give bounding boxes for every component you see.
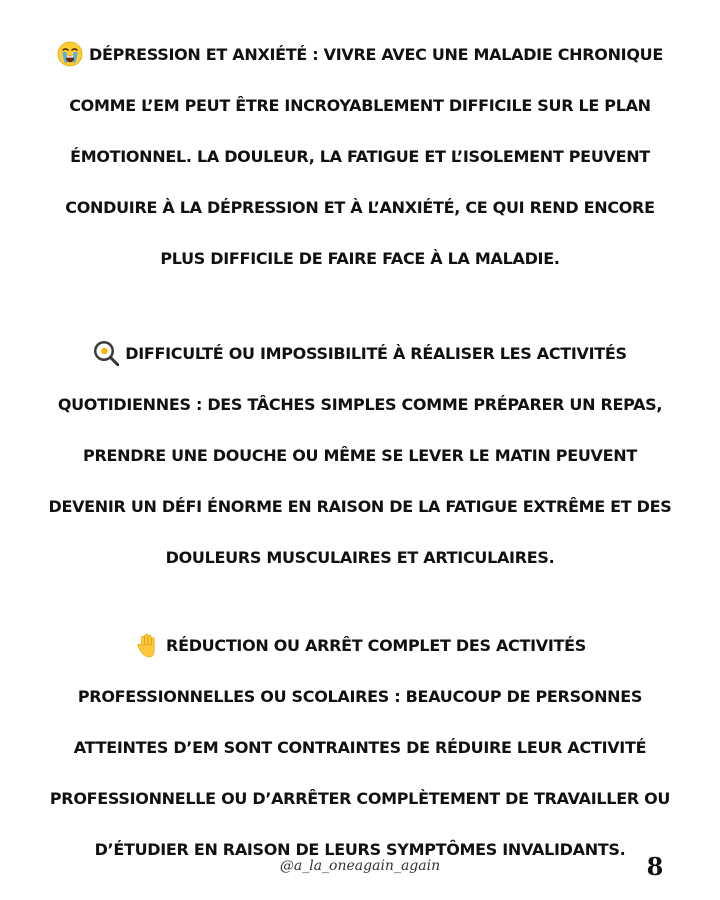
text-line bbox=[12, 328, 708, 379]
frying-pan-egg-icon bbox=[93, 340, 119, 366]
line-4: PROFESSIONNELLE OU D’ARRÊTER COMPLÈTEMENT DE TRAVAILLER OU bbox=[49, 789, 671, 808]
line-5: DOULEURS MUSCULAIRES ET ARTICULAIRES. bbox=[165, 548, 555, 567]
line-4: CONDUIRE À LA DÉPRESSION ET À L’ANXIÉTÉ, CE QUI REND ENCORE bbox=[65, 198, 655, 217]
section-daily-activities bbox=[12, 328, 708, 583]
line-1: RÉDUCTION OU ARRÊT COMPLET DES ACTIVITÉS bbox=[166, 636, 586, 655]
page-number: 8 bbox=[646, 852, 664, 881]
text-line bbox=[12, 620, 708, 671]
line-4: DEVENIR UN DÉFI ÉNORME EN RAISON DE LA FATIGUE EXTRÊME ET DES bbox=[48, 497, 672, 516]
line-2: COMME L’EM PEUT ÊTRE INCROYABLEMENT DIFFICILE SUR LE PLAN bbox=[69, 96, 651, 115]
line-2: QUOTIDIENNES : DES TÂCHES SIMPLES COMME PRÉPARER UN REPAS, bbox=[57, 395, 663, 414]
line-1: DIFFICULTÉ OU IMPOSSIBILITÉ À RÉALISER LES ACTIVITÉS bbox=[125, 344, 627, 363]
line-1: DÉPRESSION ET ANXIÉTÉ : VIVRE AVEC UNE MALADIE CHRONIQUE bbox=[89, 45, 663, 64]
crying-face-icon bbox=[57, 41, 83, 67]
raised-hand-icon bbox=[134, 632, 160, 658]
section-depression-anxiety bbox=[12, 29, 708, 284]
line-5: D’ÉTUDIER EN RAISON DE LEURS SYMPTÔMES INVALIDANTS. bbox=[94, 840, 626, 859]
line-3: PRENDRE UNE DOUCHE OU MÊME SE LEVER LE MATIN PEUVENT bbox=[83, 446, 637, 465]
author-handle: @a_la_oneagain_again bbox=[279, 858, 441, 874]
line-3: ATTEINTES D’EM SONT CONTRAINTES DE RÉDUIRE LEUR ACTIVITÉ bbox=[73, 738, 647, 757]
line-2: PROFESSIONNELLES OU SCOLAIRES : BEAUCOUP DE PERSONNES bbox=[77, 687, 643, 706]
section-professional-activities bbox=[12, 620, 708, 875]
text-line bbox=[12, 29, 708, 80]
line-5: PLUS DIFFICILE DE FAIRE FACE À LA MALADIE. bbox=[160, 249, 560, 268]
line-3: ÉMOTIONNEL. LA DOULEUR, LA FATIGUE ET L’ISOLEMENT PEUVENT bbox=[70, 147, 650, 166]
